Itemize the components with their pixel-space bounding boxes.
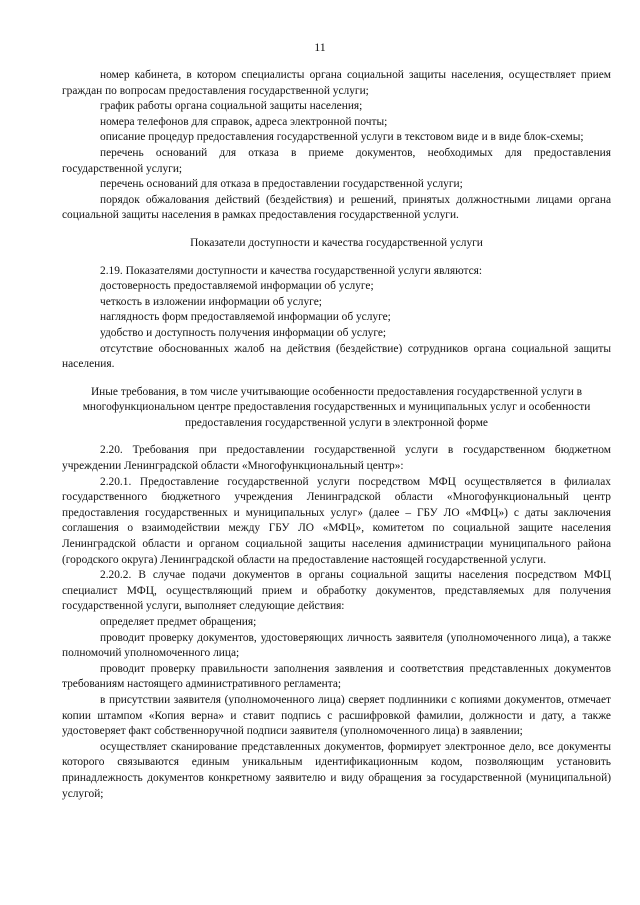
paragraph: описание процедур предоставления государственной услуги в текстовом виде и в виде блок-схемы; — [100, 131, 584, 144]
paragraph: четкость в изложении информации об услуге; — [100, 295, 322, 308]
paragraph: 2.20.1. Предоставление государственной услуги посредством МФЦ осуществляется в филиалах государственного бюджетного учреждения Ленинградской области «Многофункциональный центр предоставления государственных и муниципальных услуг» (далее – ГБУ ЛО «МФЦ») с даты заключения соглашения о взаимодействии между ГБУ ЛО «МФЦ», комитетом по социальной защите населения Ленинградской области и органом социальной защиты населения администрации муниципального района (городского округа) Ленинградской области на предоставление настоящей государственной услуги. — [62, 475, 611, 566]
paragraph: график работы органа социальной защиты населения; — [100, 100, 363, 113]
section-heading: Иные требования, в том числе учитывающие особенности предоставления государственной услуги в многофункциональном центре предоставления государственных и муниципальных услуг и особенности предоставления государственной услуги в электронной форме — [82, 385, 591, 429]
paragraph: порядок обжалования действий (бездействия) и решений, принятых должностными лицами органа социальной защиты населения в рамках предоставления государственной услуги. — [62, 193, 611, 222]
document-body — [62, 68, 611, 802]
section-heading: Показатели доступности и качества государственной услуги — [190, 236, 483, 249]
paragraph: проводит проверку правильности заполнения заявления и соответствия представленных документов требованиям настоящего административного регламента; — [62, 662, 611, 691]
paragraph: отсутствие обоснованных жалоб на действия (бездействие) сотрудников органа социальной защиты населения. — [62, 342, 611, 371]
paragraph: 2.19. Показателями доступности и качества государственной услуги являются: — [100, 264, 483, 277]
paragraph: достоверность предоставляемой информации об услуге; — [100, 280, 374, 293]
paragraph: удобство и доступность получения информации об услуге; — [100, 326, 387, 339]
paragraph: перечень оснований для отказа в предоставлении государственной услуги; — [100, 178, 463, 191]
paragraph: перечень оснований для отказа в приеме документов, необходимых для предоставления государственной услуги; — [62, 146, 611, 175]
paragraph: 2.20. Требования при предоставлении государственной услуги в государственном бюджетном учреждении Ленинградской области «Многофункциональный центр»: — [62, 444, 611, 473]
paragraph: номер кабинета, в котором специалисты органа социальной защиты населения, осуществляет прием граждан по вопросам предоставления государственной услуги; — [62, 69, 611, 97]
paragraph: 2.20.2. В случае подачи документов в органы социальной защиты населения посредством МФЦ специалист МФЦ, осуществляющий прием и обработку документов, представляемых для получения государственной услуги, выполняет следующие действия: — [62, 569, 611, 613]
paragraph: наглядность форм предоставляемой информации об услуге; — [100, 311, 391, 324]
paragraph: в присутствии заявителя (уполномоченного лица) сверяет подлинники с копиями документов, отмечает копии штампом «Копия верна» и ставит подпись с расшифровкой фамилии, должности и дату, а также удостоверяет факт собственноручной подписи заявителя (уполномоченного лица) в заявлении; — [62, 693, 611, 738]
paragraph: номера телефонов для справок, адреса электронной почты; — [100, 115, 388, 128]
paragraph: осуществляет сканирование представленных документов, формирует электронное дело, все документы которого связываются единым уникальным идентификационным кодом, позволяющим установить принадлежность документов конкретному заявителю и виду обращения за государственной (муниципальной) услугой; — [62, 740, 611, 800]
page-number: 11 — [314, 40, 326, 54]
paragraph: проводит проверку документов, удостоверяющих личность заявителя (уполномоченного лица), а также полномочий уполномоченного лица; — [62, 631, 611, 660]
paragraph: определяет предмет обращения; — [100, 616, 257, 628]
